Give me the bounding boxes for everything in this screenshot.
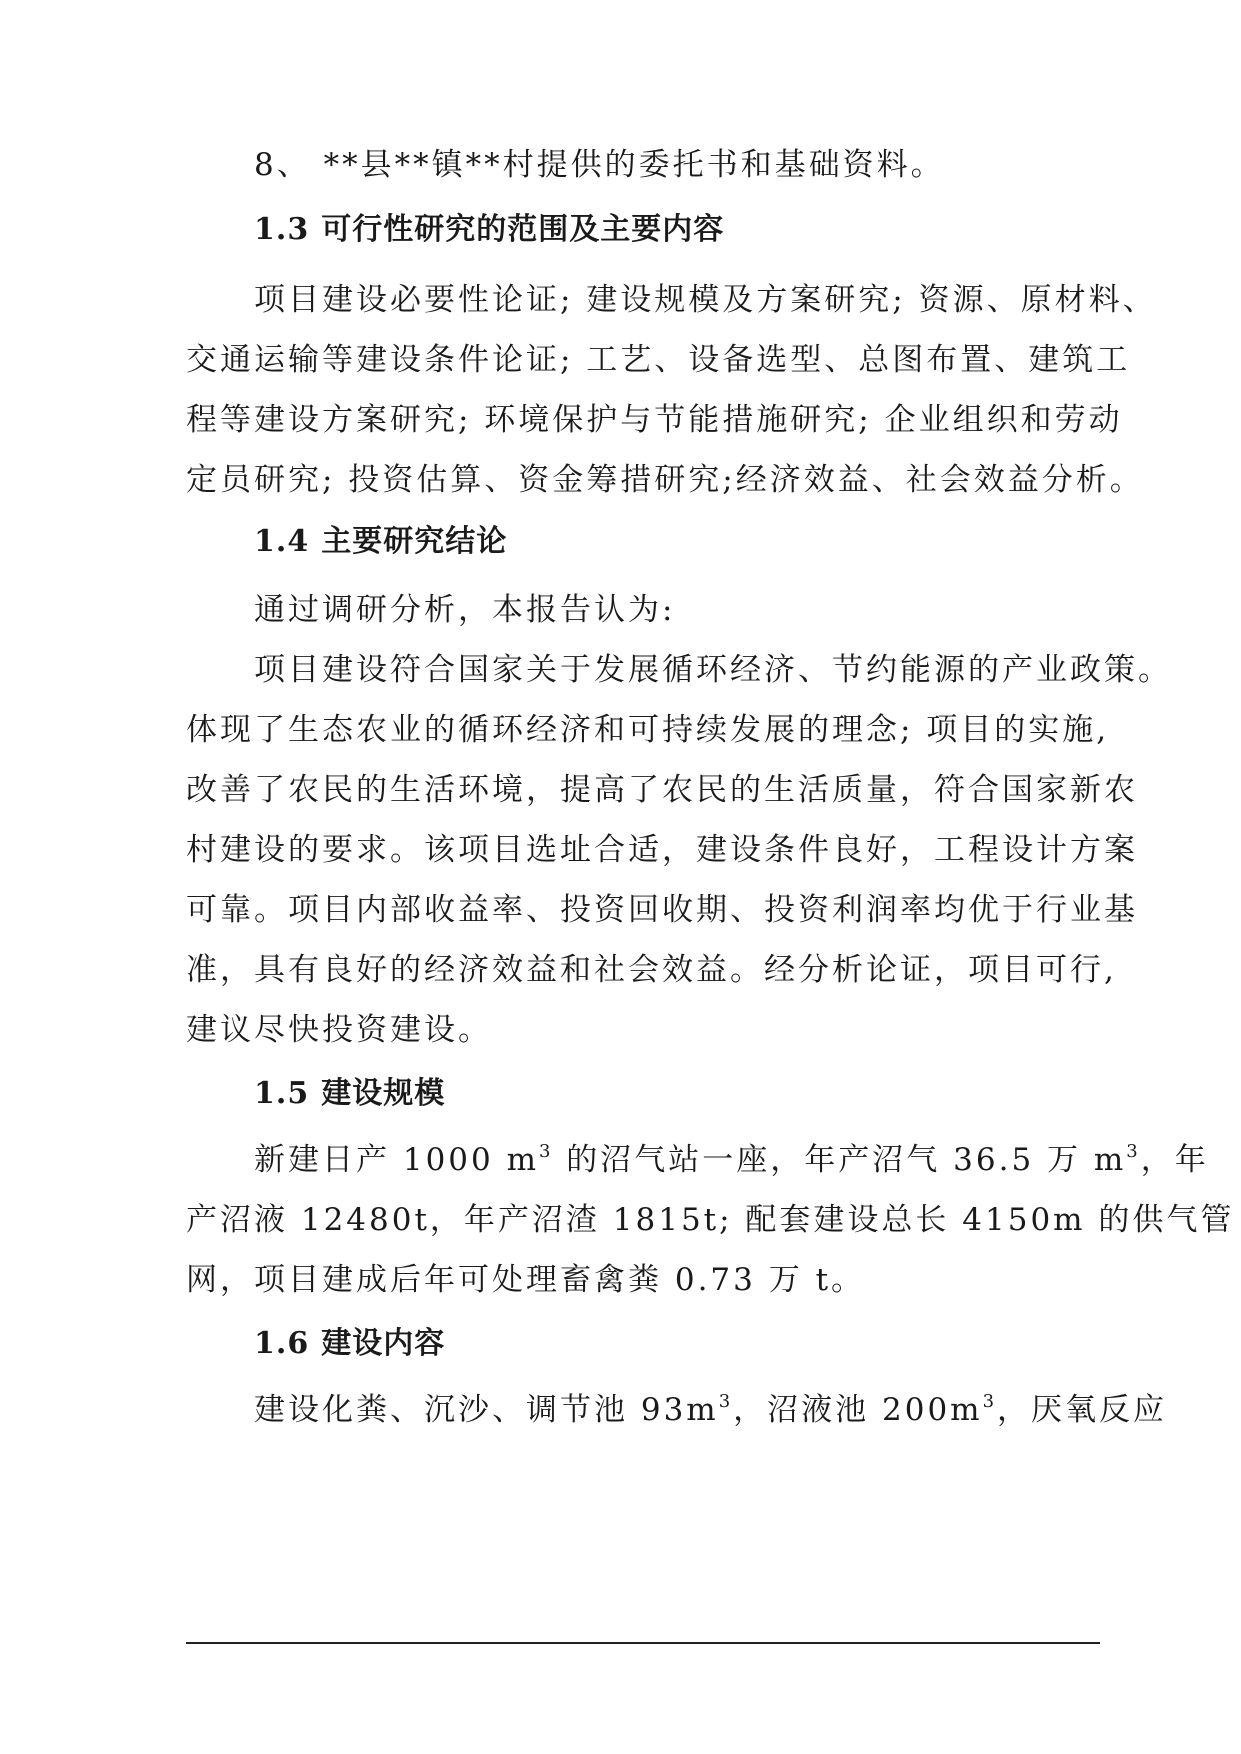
paragraph-line: 产沼液 12480t，年产沼渣 1815t; 配套建设总长 4150m 的供气管	[186, 1202, 1235, 1238]
paragraph-line: 项目建设符合国家关于发展循环经济、节约能源的产业政策。	[254, 652, 1172, 688]
section-heading-1-4	[254, 522, 507, 562]
text-run: ，沼液池 200m	[733, 1392, 983, 1428]
paragraph-line: 程等建设方案研究; 环境保护与节能措施研究; 企业组织和劳动	[186, 402, 1123, 438]
paragraph-line: 准，具有良好的经济效益和社会效益。经分析论证，项目可行,	[186, 952, 1117, 988]
text-run: 的沼气站一座，年产沼气 36.5 万 m	[553, 1142, 1127, 1178]
paragraph-line: 网，项目建成后年可处理畜禽粪 0.73 万 t。	[186, 1262, 866, 1298]
section-heading-1-5	[254, 1074, 445, 1114]
paragraph-line	[254, 1140, 1209, 1180]
section-number: 1.4	[254, 524, 310, 559]
section-title: 主要研究结论	[321, 524, 508, 559]
paragraph-line: 体现了生态农业的循环经济和可持续发展的理念; 项目的实施,	[186, 712, 1110, 748]
superscript: 3	[718, 1390, 734, 1412]
section-title: 建设内容	[321, 1326, 446, 1361]
paragraph-line: 通过调研分析，本报告认为:	[254, 592, 676, 628]
section-title: 可行性研究的范围及主要内容	[321, 212, 725, 247]
paragraph-line: 交通运输等建设条件论证; 工艺、设备选型、总图布置、建筑工	[186, 342, 1131, 378]
text-run: 建设化粪、沉沙、调节池 93m	[254, 1392, 719, 1428]
superscript: 3	[1126, 1140, 1141, 1162]
section-title: 建设规模	[321, 1076, 446, 1111]
section-heading-1-3	[254, 210, 724, 250]
section-number: 1.3	[254, 212, 310, 247]
section-number: 1.6	[254, 1326, 310, 1361]
text-run: 新建日产 1000 m	[254, 1142, 539, 1178]
superscript: 3	[539, 1140, 554, 1162]
reference-item-8: 8、 **县**镇**村提供的委托书和基础资料。	[254, 147, 945, 183]
section-heading-1-6	[254, 1324, 445, 1364]
section-number: 1.5	[254, 1076, 310, 1111]
superscript: 3	[982, 1390, 998, 1412]
paragraph-line: 项目建设必要性论证; 建设规模及方案研究; 资源、原材料、	[254, 282, 1157, 318]
text-run: ，年	[1140, 1142, 1209, 1178]
paragraph-line: 村建设的要求。该项目选址合适，建设条件良好，工程设计方案	[186, 832, 1138, 868]
paragraph-line: 建议尽快投资建设。	[186, 1012, 492, 1048]
footer-divider	[186, 1642, 1100, 1644]
paragraph-line: 可靠。项目内部收益率、投资回收期、投资利润率均优于行业基	[186, 892, 1138, 928]
text-run: ，厌氧反应	[997, 1392, 1168, 1428]
paragraph-line: 定员研究; 投资估算、资金筹措研究;经济效益、社会效益分析。	[186, 462, 1144, 498]
paragraph-line: 改善了农民的生活环境，提高了农民的生活质量，符合国家新农	[186, 772, 1138, 808]
paragraph-line	[254, 1390, 1168, 1430]
